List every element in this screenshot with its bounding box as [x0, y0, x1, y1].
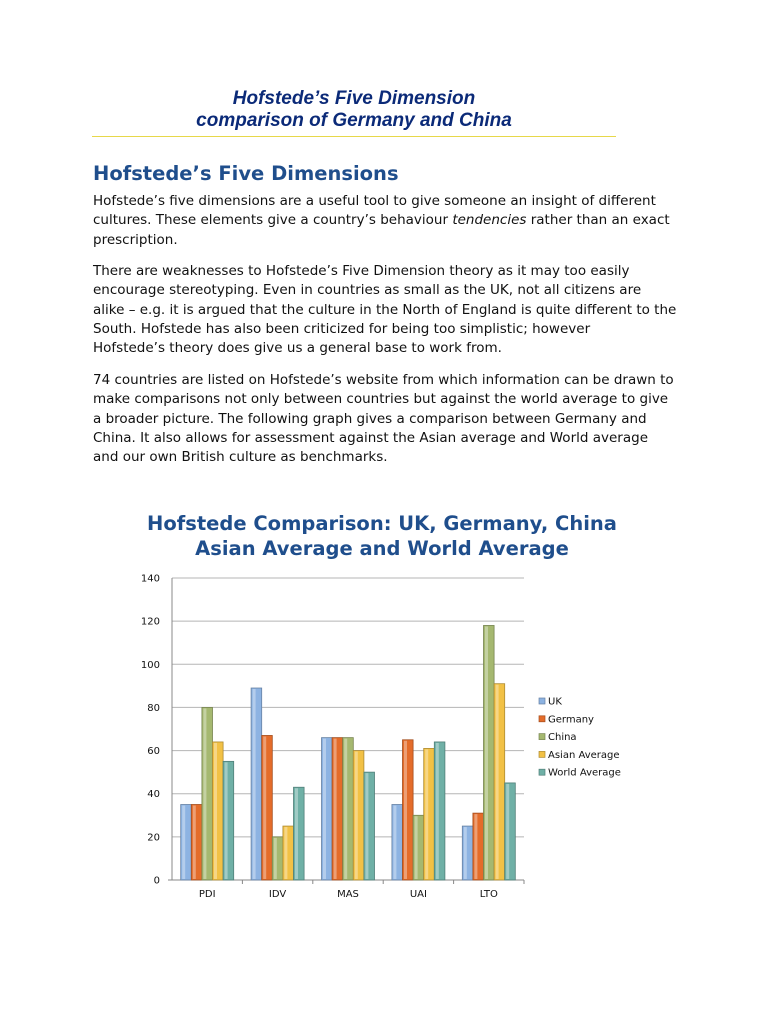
bar-highlight	[214, 743, 217, 879]
y-tick-label: 60	[147, 746, 160, 758]
chart-title-line1: Hofstede Comparison: UK, Germany, China	[147, 512, 617, 535]
legend-swatch	[539, 716, 545, 722]
bar-highlight	[404, 741, 407, 879]
section-heading: Hofstede’s Five Dimensions	[93, 162, 399, 185]
x-tick-label: MAS	[337, 889, 359, 900]
legend-label: Germany	[548, 714, 594, 726]
legend-swatch	[539, 751, 545, 757]
bar-highlight	[334, 739, 337, 879]
y-tick-label: 80	[147, 702, 160, 714]
bar-highlight	[295, 788, 298, 879]
paragraph-3-line: make comparisons not only between countries but against the world average to give	[93, 391, 669, 408]
bar-highlight	[323, 739, 326, 879]
bar-highlight	[436, 743, 439, 879]
bar-highlight	[193, 806, 196, 880]
y-tick-label: 20	[147, 832, 160, 844]
bar-highlight	[253, 689, 256, 879]
bar-highlight	[182, 806, 185, 880]
y-tick-label: 140	[140, 573, 160, 585]
legend-label: UK	[548, 696, 562, 708]
bar-highlight	[496, 685, 499, 879]
document-title-line1: Hofstede’s Five Dimension	[232, 88, 476, 109]
bar-highlight	[263, 736, 266, 879]
legend-swatch	[539, 734, 545, 740]
y-tick-label: 120	[140, 616, 160, 628]
y-tick-label: 100	[140, 659, 160, 671]
x-tick-label: UAI	[409, 889, 427, 900]
paragraph-1-line: prescription.	[93, 231, 178, 248]
paragraph-2-line: alike – e.g. it is argued that the culture in the North of England is quite different to the	[93, 301, 677, 318]
bar-highlight	[474, 814, 477, 879]
bar-highlight	[365, 773, 368, 879]
emphasis-text: tendencies	[452, 212, 527, 229]
bar-highlight	[425, 749, 428, 879]
bar-highlight	[344, 739, 347, 879]
paragraph-1-line: Hofstede’s five dimensions are a useful tool to give someone an insight of different	[93, 193, 656, 209]
x-tick-label: LTO	[479, 889, 498, 900]
paragraph-1-line: cultures. These elements give a country’s behaviour tendencies rather than an exact	[93, 212, 670, 229]
bar-highlight	[274, 838, 277, 879]
legend-label: Asian Average	[548, 749, 620, 761]
legend-swatch	[539, 698, 545, 704]
legend-swatch	[539, 769, 545, 775]
bar-highlight	[464, 827, 467, 879]
paragraph-3-line: 74 countries are listed on Hofstede’s website from which information can be drawn to	[93, 372, 674, 388]
paragraph-2-line: South. Hofstede has also been criticized for being too simplistic; however	[93, 320, 591, 337]
paragraph-3-line: China. It also allows for assessment against the Asian average and World average	[93, 429, 648, 446]
y-tick-label: 40	[147, 789, 160, 801]
legend-label: China	[548, 732, 577, 744]
legend-label: World Average	[548, 767, 621, 779]
bar-highlight	[355, 752, 358, 879]
paragraph-3-line: a broader picture. The following graph gives a comparison between Germany and	[93, 410, 647, 427]
bar-highlight	[485, 626, 488, 879]
paragraph-2-line: There are weaknesses to Hofstede’s Five Dimension theory as it may too easily	[93, 263, 630, 279]
bar-highlight	[225, 762, 228, 879]
bar-highlight	[506, 784, 509, 879]
y-tick-label: 0	[153, 875, 160, 887]
paragraph-2-line: encourage stereotyping. Even in countries as small as the UK, not all citizens are	[93, 282, 642, 299]
bar-highlight	[203, 708, 206, 879]
document-title-line2: comparison of Germany and China	[196, 110, 512, 131]
bar-highlight	[284, 827, 287, 879]
bar-highlight	[415, 816, 418, 879]
chart-title-line2: Asian Average and World Average	[195, 537, 569, 560]
paragraph-3-line: and our own British culture as benchmarks.	[93, 449, 388, 466]
bar-highlight	[393, 806, 396, 880]
x-tick-label: PDI	[198, 889, 216, 900]
x-tick-label: IDV	[268, 889, 287, 900]
paragraph-2-line: Hofstede’s theory does give us a general base to work from.	[93, 340, 502, 357]
